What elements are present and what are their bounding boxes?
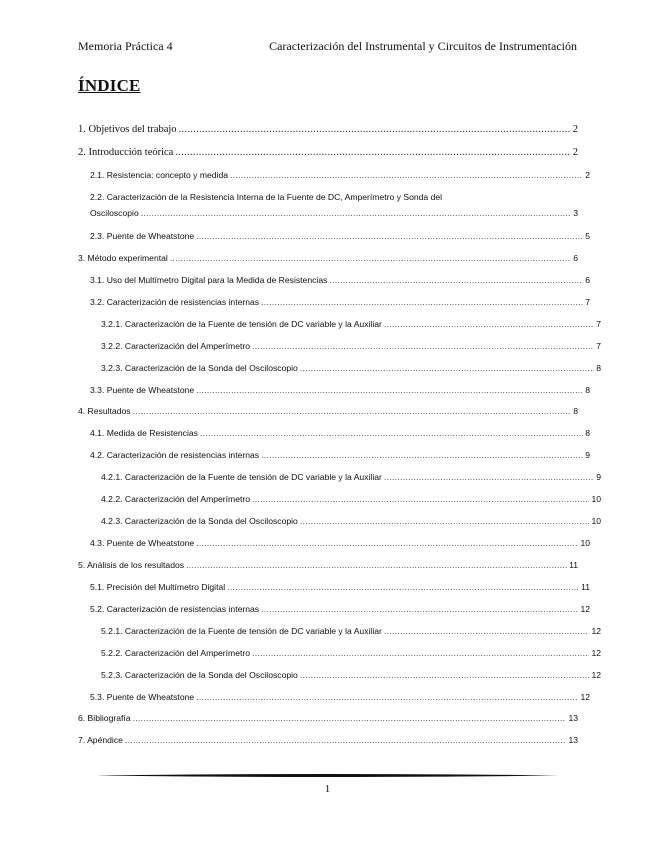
- toc-entry[interactable]: [78, 189, 578, 221]
- toc-entry-page: 10: [580, 538, 590, 548]
- toc-leader-dots: [300, 362, 594, 374]
- toc-entry[interactable]: [78, 515, 601, 527]
- toc-entry-page: 10: [591, 516, 601, 526]
- toc-entry[interactable]: [78, 427, 590, 439]
- toc-leader-dots: [384, 471, 594, 483]
- toc-entry-label: 7. Apéndice: [78, 735, 123, 745]
- toc-entry-page: 5: [585, 231, 590, 241]
- toc-entry[interactable]: [78, 449, 590, 461]
- toc-entry[interactable]: [78, 471, 601, 483]
- toc-entry[interactable]: [78, 581, 590, 593]
- running-header-left: Memoria Práctica 4: [78, 39, 173, 53]
- toc-entry[interactable]: [78, 625, 601, 637]
- toc-entry-page: 8: [573, 406, 578, 416]
- toc-leader-dots: [261, 603, 578, 615]
- toc-entry-label: 2.1. Resistencia: concepto y medida: [90, 170, 229, 180]
- toc-entry[interactable]: [78, 318, 601, 330]
- toc-entry-page: 2: [585, 170, 590, 180]
- toc-leader-dots: [300, 669, 590, 681]
- toc-entry[interactable]: [78, 712, 578, 724]
- toc-entry-page: 11: [581, 582, 590, 592]
- toc-entry[interactable]: [78, 252, 578, 264]
- toc-entry-page: 6: [573, 253, 578, 263]
- toc-entry-label: 4.3. Puente de Wheatstone: [90, 538, 195, 548]
- toc-leader-dots: [186, 559, 567, 571]
- toc-title: ÍNDICE: [78, 76, 141, 95]
- toc-entry-page: 12: [580, 604, 590, 614]
- toc-entry-page: 13: [568, 713, 578, 723]
- toc-leader-dots: [133, 405, 572, 417]
- toc-entry-label: 4.1. Medida de Resistencias: [90, 428, 198, 438]
- toc-leader-dots: [200, 427, 583, 439]
- toc-entry[interactable]: [78, 559, 578, 571]
- toc-entry-label: 5.2.2. Caracterización del Amperímetro: [101, 648, 251, 658]
- toc-entry-page: 8: [585, 385, 590, 395]
- toc-entry-label-line1: 2.2. Caracterización de la Resistencia Interna de la Fuente de DC, Amperímetro y Sonda del: [90, 192, 443, 202]
- toc-entry-label: 5.2.3. Caracterización de la Sonda del Osciloscopio: [101, 670, 298, 680]
- toc-leader-dots: [329, 274, 583, 286]
- toc-entry-label: 6. Bibliografía: [78, 713, 131, 723]
- toc-entry-page: 9: [585, 450, 590, 460]
- toc-entry-page: 7: [596, 341, 601, 351]
- toc-leader-dots: [261, 296, 583, 308]
- toc-entry[interactable]: [78, 124, 578, 136]
- toc-entry-page: 7: [585, 297, 590, 307]
- toc-leader-dots: [170, 252, 571, 264]
- toc-leader-dots: [252, 340, 594, 352]
- toc-entry-page: 12: [591, 626, 601, 636]
- toc-entry-label: 3.2.3. Caracterización de la Sonda del Osciloscopio: [101, 363, 298, 373]
- toc-leader-dots: [196, 384, 583, 396]
- toc-leader-dots: [230, 169, 583, 181]
- toc-entry[interactable]: [78, 405, 578, 417]
- toc-entry-label: 2. Introducción teórica: [78, 147, 174, 158]
- toc-entry-page: 6: [585, 275, 590, 285]
- toc-entry-label: 3.1. Uso del Multímetro Digital para la Medida de Resistencias: [90, 275, 328, 285]
- toc-leader-dots: [252, 647, 589, 659]
- running-header-right: Caracterización del Instrumental y Circuitos de Instrumentación: [269, 39, 577, 53]
- toc-leader-dots: [252, 493, 589, 505]
- toc-entry-page: 12: [591, 670, 601, 680]
- toc-entry[interactable]: [78, 691, 590, 703]
- toc-entry-label: 5. Análisis de los resultados: [78, 560, 185, 570]
- toc-entry[interactable]: [78, 230, 590, 242]
- toc-entry-page: 3: [573, 208, 578, 218]
- toc-entry-label: 3.2.1. Caracterización de la Fuente de tensión de DC variable y la Auxiliar: [101, 319, 382, 329]
- toc-leader-dots: [227, 581, 579, 593]
- toc-leader-dots: [196, 230, 583, 242]
- toc-leader-dots: [141, 205, 572, 221]
- toc-entry-label: 2.3. Puente de Wheatstone: [90, 231, 195, 241]
- toc-leader-dots: [196, 691, 578, 703]
- toc-entry-label: 5.3. Puente de Wheatstone: [90, 692, 195, 702]
- toc-entry-label: 4.2.3. Caracterización de la Sonda del Osciloscopio: [101, 516, 298, 526]
- toc-leader-dots: [384, 318, 594, 330]
- toc-entry-page: 11: [569, 560, 578, 570]
- page-number: 1: [324, 783, 331, 795]
- toc-entry[interactable]: [78, 537, 590, 549]
- toc-entry[interactable]: [78, 603, 590, 615]
- toc-entry-label: 3.3. Puente de Wheatstone: [90, 385, 195, 395]
- toc-leader-dots: [175, 147, 570, 159]
- toc-entry-page: 12: [580, 692, 590, 702]
- toc-entry[interactable]: [78, 493, 601, 505]
- toc-entry-label-line2: Osciloscopio: [90, 208, 139, 218]
- toc-entry-page: 2: [572, 147, 578, 158]
- toc-leader-dots: [196, 537, 578, 549]
- toc-leader-dots: [261, 449, 583, 461]
- toc-entry[interactable]: [78, 147, 578, 159]
- toc-leader-dots: [133, 712, 567, 724]
- toc-entry-page: 10: [591, 494, 601, 504]
- toc-entry-page: 2: [572, 124, 578, 135]
- toc-entry-label: 3.2.2. Caracterización del Amperímetro: [101, 341, 251, 351]
- footer-divider: [96, 773, 559, 778]
- toc-entry-label: 3. Método experimental: [78, 253, 168, 263]
- toc-entry[interactable]: [78, 384, 590, 396]
- toc-entry-label: 1. Objetivos del trabajo: [78, 124, 177, 135]
- toc-entry-label: 5.1. Precisión del Multímetro Digital: [90, 582, 226, 592]
- toc-entry[interactable]: [78, 647, 601, 659]
- toc-leader-dots: [384, 625, 590, 637]
- toc-entry-label: 4. Resultados: [78, 406, 131, 416]
- toc-entry-page: 8: [585, 428, 590, 438]
- toc-entry[interactable]: [78, 296, 590, 308]
- toc-entry-label: 5.2.1. Caracterización de la Fuente de tensión de DC variable y la Auxiliar: [101, 626, 382, 636]
- toc-entry-page: 12: [591, 648, 601, 658]
- toc-leader-dots: [300, 515, 590, 527]
- toc-entry[interactable]: [78, 669, 601, 681]
- toc-entry-label: 3.2. Caracterización de resistencias internas: [90, 297, 260, 307]
- toc-entry-label: 4.2.1. Caracterización de la Fuente de tensión de DC variable y la Auxiliar: [101, 472, 382, 482]
- toc-entry-label: 5.2. Caracterización de resistencias internas: [90, 604, 260, 614]
- toc-entry-page: 13: [568, 735, 578, 745]
- toc-entry[interactable]: [78, 274, 590, 286]
- toc-entry[interactable]: [78, 340, 601, 352]
- toc-entry-label: 4.2. Caracterización de resistencias internas: [90, 450, 260, 460]
- toc-entry-page: 7: [596, 319, 601, 329]
- toc-entry-page: 9: [596, 472, 601, 482]
- toc-leader-dots: [125, 734, 567, 746]
- toc-leader-dots: [179, 124, 571, 136]
- toc-entry[interactable]: [78, 362, 601, 374]
- toc-entry[interactable]: [78, 169, 590, 181]
- toc-entry-label: 4.2.2. Caracterización del Amperímetro: [101, 494, 251, 504]
- toc-entry-page: 8: [596, 363, 601, 373]
- toc-entry[interactable]: [78, 734, 578, 746]
